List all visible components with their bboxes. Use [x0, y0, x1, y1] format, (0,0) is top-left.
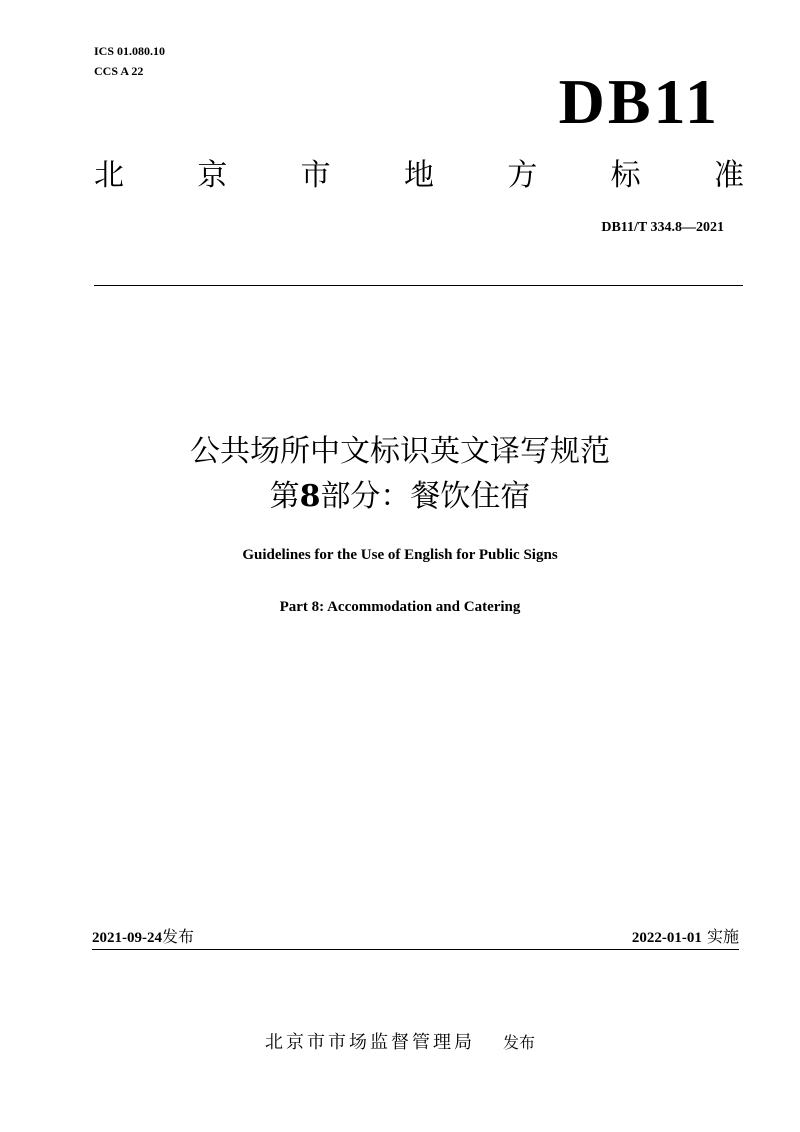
- category-char: 北: [94, 158, 124, 193]
- issue-date-group: [92, 926, 194, 949]
- date-row: [92, 926, 739, 949]
- title-en-line2: Part 8: Accommodation and Catering: [279, 599, 521, 615]
- title-cn-line2: [0, 477, 800, 517]
- title-part-number: 8: [299, 479, 321, 514]
- title-cn-line1: 公共场所中文标识英文译写规范: [190, 434, 610, 469]
- implement-label: 实施: [706, 927, 739, 946]
- ics-code: ICS 01.080.10: [94, 44, 166, 58]
- category-char: 市: [300, 158, 331, 193]
- bottom-divider: [92, 949, 739, 950]
- category-char: 方: [507, 158, 538, 193]
- category-char: 地: [403, 158, 434, 193]
- title-en-line1: Guidelines for the Use of English for Public Signs: [242, 547, 558, 563]
- classification-codes: [94, 41, 165, 81]
- implement-date-group: [632, 926, 739, 949]
- issue-date: 2021-09-24: [92, 930, 162, 946]
- category-char: 京: [197, 158, 228, 193]
- category-char: 准: [713, 158, 744, 193]
- title-part-prefix: 第: [269, 479, 300, 514]
- top-divider: [94, 285, 743, 286]
- issuer-name: 北京市市场监督管理局: [264, 1032, 475, 1053]
- standard-number: DB11/T 334.8—2021: [601, 220, 724, 235]
- ccs-code: CCS A 22: [94, 64, 144, 78]
- standard-mark: DB11: [558, 66, 720, 137]
- title-part-suffix: 部分：餐饮住宿: [320, 479, 531, 514]
- issuer-suffix: 发布: [502, 1033, 535, 1052]
- issuer-row: [0, 1028, 800, 1054]
- category-char: 标: [610, 158, 641, 193]
- implement-date: 2022-01-01: [631, 930, 702, 946]
- standard-category: [94, 158, 744, 194]
- issue-label: 发布: [162, 927, 195, 946]
